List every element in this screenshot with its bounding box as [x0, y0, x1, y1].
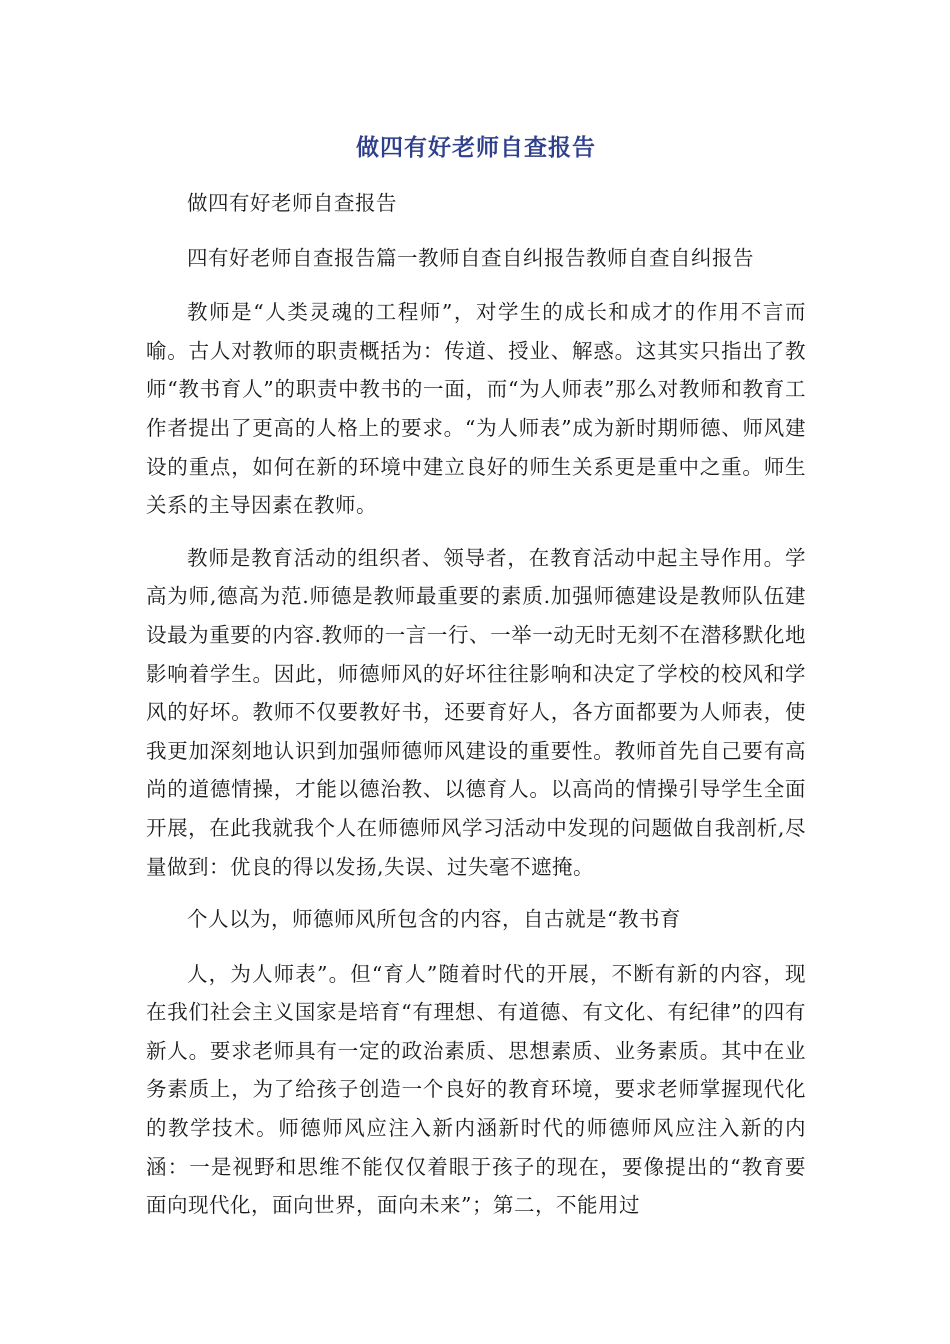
document-page	[146, 128, 806, 1239]
paragraph-body-3: 个人以为，师德师风所包含的内容，自古就是“教书育	[187, 907, 681, 932]
paragraph-body-2: 教师是教育活动的组织者、领导者，在教育活动中起主导作用。学高为师,德高为范.师德是教师最重要的素质.加强师德建设是教师队伍建设最为重要的内容.教师的一言一行、一举一动无时无刻不在潜移默化地影响着学生。因此，师德师风的好坏往往影响和决定了学校的校风和学风的好坏。教师不仅要教好书，还要育好人，各方面都要为人师表，使我更加深刻地认识到加强师德师风建设的重要性。教师首先自己要有高尚的道德情操，才能以德治教、以德育人。以高尚的情操引导学生全面开展，在此我就我个人在师德师风学习活动中发现的问题做自我剖析,尽量做到：优良的得以发扬,失误、过失毫不遮掩。	[146, 545, 806, 879]
paragraph-subtitle: 做四有好老师自查报告	[187, 191, 397, 215]
paragraph-body-4: 人，为人师表”。但“育人”随着时代的开展，不断有新的内容，现在我们社会主义国家是培育“有理想、有道德、有文化、有纪律”的四有新人。要求老师具有一定的政治素质、思想素质、业务素质。其中在业务素质上，为了给孩子创造一个良好的教育环境，要求老师掌握现代化的教学技术。师德师风应注入新内涵新时代的师德师风应注入新的内涵：一是视野和思维不能仅仅着眼于孩子的现在，要像提出的“教育要面向现代化，面向世界，面向未来”；第二，不能用过	[146, 961, 806, 1218]
paragraph-section-heading: 四有好老师自查报告篇一教师自查自纠报告教师自查自纠报告	[187, 245, 754, 270]
document-title: 做四有好老师自查报告	[356, 135, 596, 161]
paragraph-body-1: 教师是“人类灵魂的工程师”，对学生的成长和成才的作用不言而喻。古人对教师的职责概括为：传道、授业、解惑。这其实只指出了教师“教书育人”的职责中教书的一面，而“为人师表”那么对教师和教育工作者提出了更高的人格上的要求。“为人师表”成为新时期师德、师风建设的重点，如何在新的环境中建立良好的师生关系更是重中之重。师生关系的主导因素在教师。	[146, 300, 806, 518]
